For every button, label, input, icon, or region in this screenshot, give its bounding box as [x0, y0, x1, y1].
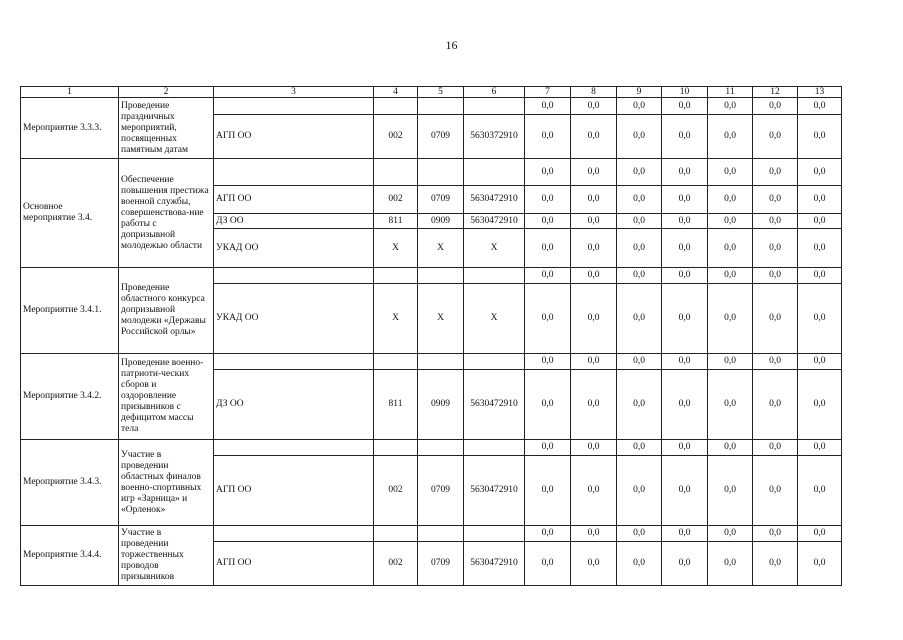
amount-cell: 0,0 — [617, 370, 662, 440]
amount-cell: 0,0 — [662, 98, 708, 115]
activity-description: Проведение военно-патриоти-ческих сборов и оздоровление призывников с дефицитом массы тела — [119, 354, 214, 440]
amount-cell: 0,0 — [753, 284, 798, 354]
amount-cell: 0,0 — [753, 159, 798, 186]
executor-cell — [214, 98, 374, 115]
code-grbs-cell — [374, 354, 418, 370]
amount-cell: 0,0 — [662, 456, 708, 526]
amount-cell: 0,0 — [571, 214, 617, 229]
amount-cell: 0,0 — [662, 229, 708, 268]
amount-cell: 0,0 — [753, 115, 798, 159]
amount-cell: 0,0 — [525, 526, 571, 542]
table-body — [21, 98, 842, 586]
amount-cell: 0,0 — [617, 268, 662, 284]
executor-cell: АГП ОО — [214, 542, 374, 586]
amount-cell: 0,0 — [662, 186, 708, 214]
amount-cell: 0,0 — [617, 284, 662, 354]
code-grbs-cell — [374, 268, 418, 284]
amount-cell: 0,0 — [571, 229, 617, 268]
activity-name: Мероприятие 3.4.3. — [21, 440, 119, 526]
amount-cell: 0,0 — [708, 229, 753, 268]
column-header: 7 — [525, 87, 571, 98]
amount-cell: 0,0 — [798, 526, 842, 542]
code-target-cell — [464, 268, 525, 284]
amount-cell: 0,0 — [708, 115, 753, 159]
code-section-cell — [418, 440, 464, 456]
code-target-cell — [464, 526, 525, 542]
amount-cell: 0,0 — [798, 354, 842, 370]
amount-cell: 0,0 — [571, 284, 617, 354]
amount-cell: 0,0 — [571, 268, 617, 284]
column-header: 13 — [798, 87, 842, 98]
amount-cell: 0,0 — [798, 542, 842, 586]
amount-cell: 0,0 — [571, 542, 617, 586]
amount-cell: 0,0 — [708, 268, 753, 284]
executor-cell: АГП ОО — [214, 186, 374, 214]
code-grbs-cell: X — [374, 284, 418, 354]
code-grbs-cell: 002 — [374, 542, 418, 586]
code-grbs-cell: 002 — [374, 186, 418, 214]
code-grbs-cell — [374, 98, 418, 115]
executor-cell: АГП ОО — [214, 456, 374, 526]
amount-cell: 0,0 — [662, 354, 708, 370]
amount-cell: 0,0 — [753, 354, 798, 370]
executor-cell: ДЗ ОО — [214, 214, 374, 229]
amount-cell: 0,0 — [525, 115, 571, 159]
code-grbs-cell — [374, 440, 418, 456]
table-row — [21, 159, 842, 186]
code-target-cell: 5630372910 — [464, 115, 525, 159]
amount-cell: 0,0 — [571, 159, 617, 186]
activity-description: Участие в проведении торжественных проводов призывников — [119, 526, 214, 586]
executor-cell — [214, 159, 374, 186]
code-section-cell — [418, 526, 464, 542]
amount-cell: 0,0 — [662, 115, 708, 159]
amount-cell: 0,0 — [525, 456, 571, 526]
executor-cell: АГП ОО — [214, 115, 374, 159]
amount-cell: 0,0 — [753, 214, 798, 229]
column-header: 3 — [214, 87, 374, 98]
amount-cell: 0,0 — [798, 186, 842, 214]
column-header: 10 — [662, 87, 708, 98]
code-section-cell: 0709 — [418, 542, 464, 586]
amount-cell: 0,0 — [617, 354, 662, 370]
executor-cell: УКАД ОО — [214, 284, 374, 354]
budget-table — [20, 86, 842, 586]
amount-cell: 0,0 — [571, 440, 617, 456]
activity-description: Участие в проведении областных финалов военно-спортивных игр «Зарница» и «Орленок» — [119, 440, 214, 526]
code-target-cell: 5630472910 — [464, 214, 525, 229]
column-header: 6 — [464, 87, 525, 98]
amount-cell: 0,0 — [525, 98, 571, 115]
executor-cell: ДЗ ОО — [214, 370, 374, 440]
code-grbs-cell: X — [374, 229, 418, 268]
code-target-cell — [464, 354, 525, 370]
code-section-cell: X — [418, 229, 464, 268]
header-row — [21, 87, 842, 98]
amount-cell: 0,0 — [708, 284, 753, 354]
amount-cell: 0,0 — [753, 456, 798, 526]
table-row — [21, 268, 842, 284]
code-section-cell: 0709 — [418, 115, 464, 159]
code-grbs-cell: 002 — [374, 115, 418, 159]
code-section-cell: 0709 — [418, 186, 464, 214]
amount-cell: 0,0 — [753, 186, 798, 214]
executor-cell — [214, 526, 374, 542]
amount-cell: 0,0 — [571, 98, 617, 115]
amount-cell: 0,0 — [662, 542, 708, 586]
amount-cell: 0,0 — [708, 159, 753, 186]
amount-cell: 0,0 — [617, 115, 662, 159]
table-row — [21, 98, 842, 115]
code-target-cell — [464, 440, 525, 456]
amount-cell: 0,0 — [798, 268, 842, 284]
column-header: 11 — [708, 87, 753, 98]
amount-cell: 0,0 — [708, 526, 753, 542]
code-section-cell — [418, 159, 464, 186]
amount-cell: 0,0 — [753, 268, 798, 284]
amount-cell: 0,0 — [571, 354, 617, 370]
code-target-cell: 5630472910 — [464, 186, 525, 214]
amount-cell: 0,0 — [798, 284, 842, 354]
amount-cell: 0,0 — [662, 370, 708, 440]
column-header: 5 — [418, 87, 464, 98]
amount-cell: 0,0 — [525, 229, 571, 268]
code-grbs-cell: 002 — [374, 456, 418, 526]
amount-cell: 0,0 — [753, 440, 798, 456]
amount-cell: 0,0 — [617, 98, 662, 115]
column-header: 1 — [21, 87, 119, 98]
amount-cell: 0,0 — [617, 456, 662, 526]
amount-cell: 0,0 — [798, 440, 842, 456]
amount-cell: 0,0 — [753, 370, 798, 440]
code-grbs-cell: 811 — [374, 370, 418, 440]
amount-cell: 0,0 — [617, 229, 662, 268]
amount-cell: 0,0 — [798, 115, 842, 159]
table-row — [21, 526, 842, 542]
amount-cell: 0,0 — [798, 370, 842, 440]
amount-cell: 0,0 — [617, 542, 662, 586]
amount-cell: 0,0 — [617, 214, 662, 229]
amount-cell: 0,0 — [525, 284, 571, 354]
code-section-cell — [418, 98, 464, 115]
code-grbs-cell: 811 — [374, 214, 418, 229]
amount-cell: 0,0 — [708, 354, 753, 370]
code-target-cell: 5630472910 — [464, 370, 525, 440]
page-number: 16 — [445, 38, 458, 52]
amount-cell: 0,0 — [798, 98, 842, 115]
code-section-cell: 0909 — [418, 214, 464, 229]
amount-cell: 0,0 — [662, 284, 708, 354]
activity-description: Проведение праздничных мероприятий, посвященных памятным датам — [119, 98, 214, 159]
amount-cell: 0,0 — [708, 214, 753, 229]
amount-cell: 0,0 — [798, 229, 842, 268]
amount-cell: 0,0 — [571, 456, 617, 526]
column-header: 12 — [753, 87, 798, 98]
amount-cell: 0,0 — [798, 456, 842, 526]
amount-cell: 0,0 — [525, 354, 571, 370]
code-target-cell: 5630472910 — [464, 542, 525, 586]
code-section-cell — [418, 268, 464, 284]
code-section-cell: 0909 — [418, 370, 464, 440]
amount-cell: 0,0 — [525, 440, 571, 456]
amount-cell: 0,0 — [662, 214, 708, 229]
amount-cell: 0,0 — [798, 214, 842, 229]
code-target-cell — [464, 159, 525, 186]
amount-cell: 0,0 — [525, 542, 571, 586]
amount-cell: 0,0 — [708, 370, 753, 440]
amount-cell: 0,0 — [753, 526, 798, 542]
amount-cell: 0,0 — [708, 98, 753, 115]
amount-cell: 0,0 — [662, 268, 708, 284]
column-header: 2 — [119, 87, 214, 98]
amount-cell: 0,0 — [662, 159, 708, 186]
amount-cell: 0,0 — [571, 526, 617, 542]
amount-cell: 0,0 — [525, 186, 571, 214]
executor-cell — [214, 354, 374, 370]
table-row — [21, 354, 842, 370]
amount-cell: 0,0 — [571, 115, 617, 159]
amount-cell: 0,0 — [753, 542, 798, 586]
code-grbs-cell — [374, 159, 418, 186]
amount-cell: 0,0 — [662, 526, 708, 542]
column-header: 9 — [617, 87, 662, 98]
activity-description: Проведение областного конкурса допризывной молодежи «Державы Российской орлы» — [119, 268, 214, 354]
code-grbs-cell — [374, 526, 418, 542]
amount-cell: 0,0 — [617, 526, 662, 542]
amount-cell: 0,0 — [617, 440, 662, 456]
code-section-cell — [418, 354, 464, 370]
amount-cell: 0,0 — [525, 159, 571, 186]
amount-cell: 0,0 — [798, 159, 842, 186]
column-header: 8 — [571, 87, 617, 98]
activity-name: Мероприятие 3.4.4. — [21, 526, 119, 586]
amount-cell: 0,0 — [571, 370, 617, 440]
code-target-cell: X — [464, 229, 525, 268]
amount-cell: 0,0 — [753, 229, 798, 268]
amount-cell: 0,0 — [617, 186, 662, 214]
table-row — [21, 440, 842, 456]
activity-name: Мероприятие 3.3.3. — [21, 98, 119, 159]
amount-cell: 0,0 — [753, 98, 798, 115]
code-section-cell: 0709 — [418, 456, 464, 526]
code-target-cell: 5630472910 — [464, 456, 525, 526]
amount-cell: 0,0 — [708, 440, 753, 456]
activity-name: Основное мероприятие 3.4. — [21, 159, 119, 268]
amount-cell: 0,0 — [617, 159, 662, 186]
amount-cell: 0,0 — [662, 440, 708, 456]
executor-cell — [214, 440, 374, 456]
amount-cell: 0,0 — [571, 186, 617, 214]
amount-cell: 0,0 — [525, 370, 571, 440]
amount-cell: 0,0 — [525, 268, 571, 284]
code-section-cell: X — [418, 284, 464, 354]
activity-description: Обеспечение повышения престижа военной службы, совершенствова-ние работы с допризывной молодежью области — [119, 159, 214, 268]
column-header: 4 — [374, 87, 418, 98]
code-target-cell — [464, 98, 525, 115]
amount-cell: 0,0 — [708, 542, 753, 586]
amount-cell: 0,0 — [708, 456, 753, 526]
executor-cell — [214, 268, 374, 284]
activity-name: Мероприятие 3.4.2. — [21, 354, 119, 440]
amount-cell: 0,0 — [708, 186, 753, 214]
activity-name: Мероприятие 3.4.1. — [21, 268, 119, 354]
executor-cell: УКАД ОО — [214, 229, 374, 268]
amount-cell: 0,0 — [525, 214, 571, 229]
code-target-cell: X — [464, 284, 525, 354]
